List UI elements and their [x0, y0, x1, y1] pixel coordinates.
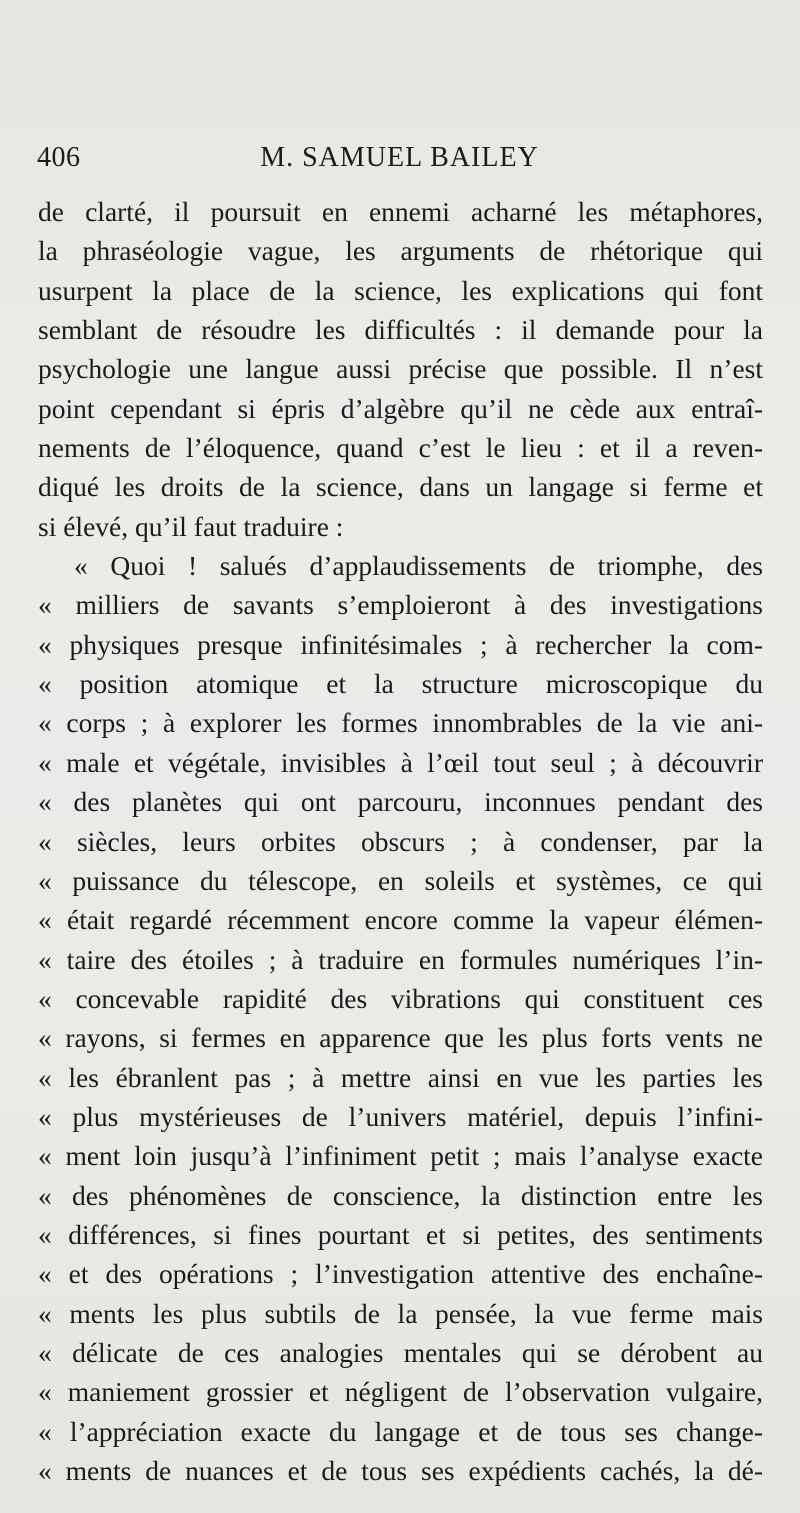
- text-line: usurpent la place de la science, les explications qui font: [38, 274, 763, 306]
- quote-line: « des phénomènes de conscience, la distinction entre les: [38, 1179, 763, 1211]
- text-line: la phraséologie vague, les arguments de rhétorique qui: [38, 235, 763, 267]
- text-line: point cependant si épris d’algèbre qu’il ne cède aux entraî-: [38, 392, 763, 424]
- quote-line: « taire des étoiles ; à traduire en formules numériques l’in-: [38, 943, 763, 975]
- text-line: nements de l’éloquence, quand c’est le lieu : et il a reven-: [38, 432, 763, 464]
- text-line: de clarté, il poursuit en ennemi acharné les métaphores,: [38, 196, 763, 227]
- quote-line: « ments les plus subtils de la pensée, la vue ferme mais: [38, 1297, 763, 1329]
- quote-line: « maniement grossier et négligent de l’observation vulgaire,: [38, 1376, 763, 1408]
- quote-line: « les ébranlent pas ; à mettre ainsi en vue les parties les: [38, 1061, 763, 1093]
- quote-line: « rayons, si fermes en apparence que les plus forts vents ne: [38, 1022, 763, 1054]
- quote-line: « et des opérations ; l’investigation attentive des enchaîne-: [38, 1258, 763, 1290]
- quote-line: « male et végétale, invisibles à l’œil tout seul ; à découvrir: [38, 746, 763, 778]
- quote-line: « position atomique et la structure microscopique du: [38, 668, 763, 700]
- text-line: psychologie une langue aussi précise que possible. Il n’est: [38, 353, 763, 385]
- text-line: si élevé, qu’il faut traduire :: [38, 510, 344, 542]
- quote-line: « ments de nuances et de tous ses expédients cachés, la dé-: [38, 1455, 763, 1486]
- quote-line: « l’appréciation exacte du langage et de tous ses change-: [38, 1415, 763, 1447]
- quote-line: « puissance du télescope, en soleils et systèmes, ce qui: [38, 864, 763, 896]
- page-number: 406: [37, 142, 81, 173]
- quote-line: « délicate de ces analogies mentales qui se dérobent au: [38, 1336, 763, 1368]
- quote-line: « plus mystérieuses de l’univers matériel, depuis l’infini-: [38, 1100, 763, 1132]
- quote-line: « milliers de savants s’emploieront à des investigations: [38, 589, 763, 621]
- text-line: diqué les droits de la science, dans un langage si ferme et: [38, 471, 763, 503]
- quote-line: « Quoi ! salués d’applaudissements de triomphe, des: [74, 550, 763, 582]
- quote-line: « physiques presque infinitésimales ; à rechercher la com-: [38, 628, 763, 660]
- quote-line: « des planètes qui ont parcouru, inconnues pendant des: [38, 786, 763, 818]
- quote-line: « corps ; à explorer les formes innombrables de la vie ani-: [38, 707, 763, 739]
- quote-line: « différences, si fines pourtant et si petites, des sentiments: [38, 1218, 763, 1250]
- quote-line: « concevable rapidité des vibrations qui constituent ces: [38, 982, 763, 1014]
- quote-line: « était regardé récemment encore comme la vapeur élémen-: [38, 904, 763, 936]
- quote-line: « siècles, leurs orbites obscurs ; à condenser, par la: [38, 825, 763, 857]
- page-header: [37, 142, 762, 182]
- text-line: semblant de résoudre les difficultés : il demande pour la: [38, 314, 763, 346]
- quote-line: « ment loin jusqu’à l’infiniment petit ; mais l’analyse exacte: [38, 1140, 763, 1172]
- running-title: M. SAMUEL BAILEY: [260, 142, 539, 173]
- body-text: [38, 192, 763, 1490]
